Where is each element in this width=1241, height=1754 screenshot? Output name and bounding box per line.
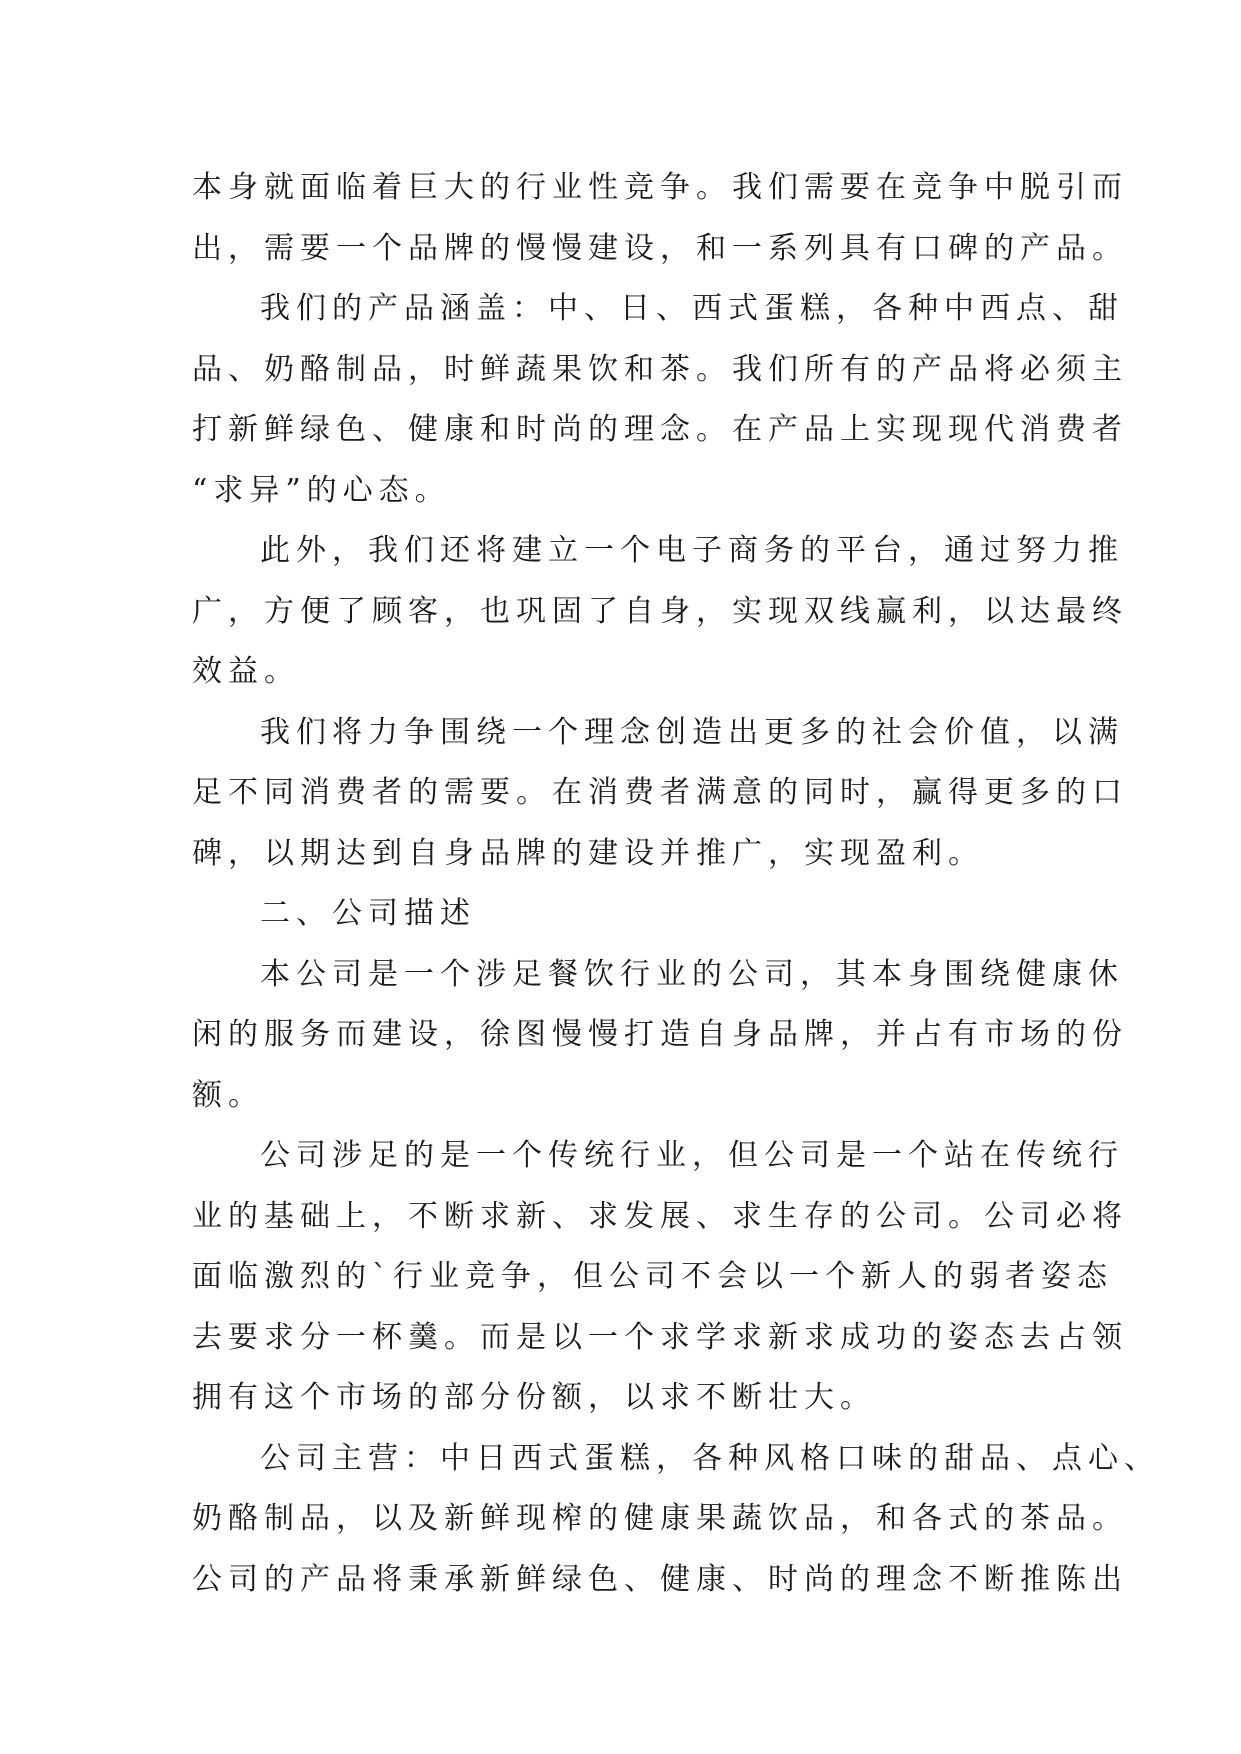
text-line: 我们将力争围绕一个理念创造出更多的社会价值，以满 bbox=[260, 714, 1124, 750]
text-line: 我们的产品涵盖：中、日、西式蛋糕，各种中西点、甜 bbox=[260, 291, 1124, 326]
text-line: 碑，以期达到自身品牌的建设并推广，实现盈利。 bbox=[192, 835, 984, 871]
text-line: 打新鲜绿色、健康和时尚的理念。在产品上实现现代消费者 bbox=[192, 412, 1128, 447]
text-line: 额。 bbox=[192, 1077, 264, 1113]
text-line: 公司的产品将秉承新鲜绿色、健康、时尚的理念不断推陈出 bbox=[192, 1561, 1128, 1597]
text-line: 出，需要一个品牌的慢慢建设，和一系列具有口碑的产品。 bbox=[192, 230, 1128, 266]
text-line: 公司主营：中日西式蛋糕，各种风格口味的甜品、点心、 bbox=[260, 1440, 1160, 1476]
text-line: 公司涉足的是一个传统行业，但公司是一个站在传统行 bbox=[260, 1138, 1124, 1173]
text-line: 拥有这个市场的部分份额，以求不断壮大。 bbox=[192, 1380, 876, 1415]
text-line: 闲的服务而建设，徐图慢慢打造自身品牌，并占有市场的份 bbox=[192, 1017, 1128, 1052]
text-line: 本公司是一个涉足餐饮行业的公司，其本身围绕健康休 bbox=[260, 956, 1124, 992]
text-line: 面临激烈的`行业竞争，但公司不会以一个新人的弱者姿态 bbox=[192, 1259, 1113, 1294]
text-line: 足不同消费者的需要。在消费者满意的同时，赢得更多的口 bbox=[192, 775, 1128, 810]
text-line: “求异”的心态。 bbox=[192, 472, 451, 508]
text-line: 此外，我们还将建立一个电子商务的平台，通过努力推 bbox=[260, 533, 1124, 568]
text-line: 本身就面临着巨大的行业性竞争。我们需要在竞争中脱引而 bbox=[192, 170, 1128, 205]
text-line: 效益。 bbox=[192, 654, 300, 689]
document-body bbox=[192, 158, 1160, 1610]
text-line: 业的基础上，不断求新、求发展、求生存的公司。公司必将 bbox=[192, 1198, 1128, 1234]
section-heading: 二、公司描述 bbox=[260, 896, 476, 931]
text-line: 广，方便了顾客，也巩固了自身，实现双线赢利，以达最终 bbox=[192, 593, 1128, 629]
text-line: 品、奶酪制品，时鲜蔬果饮和茶。我们所有的产品将必须主 bbox=[192, 351, 1128, 387]
text-line: 去要求分一杯羹。而是以一个求学求新求成功的姿态去占领 bbox=[192, 1319, 1128, 1355]
text-line: 奶酪制品，以及新鲜现榨的健康果蔬饮品，和各式的茶品。 bbox=[192, 1501, 1128, 1536]
